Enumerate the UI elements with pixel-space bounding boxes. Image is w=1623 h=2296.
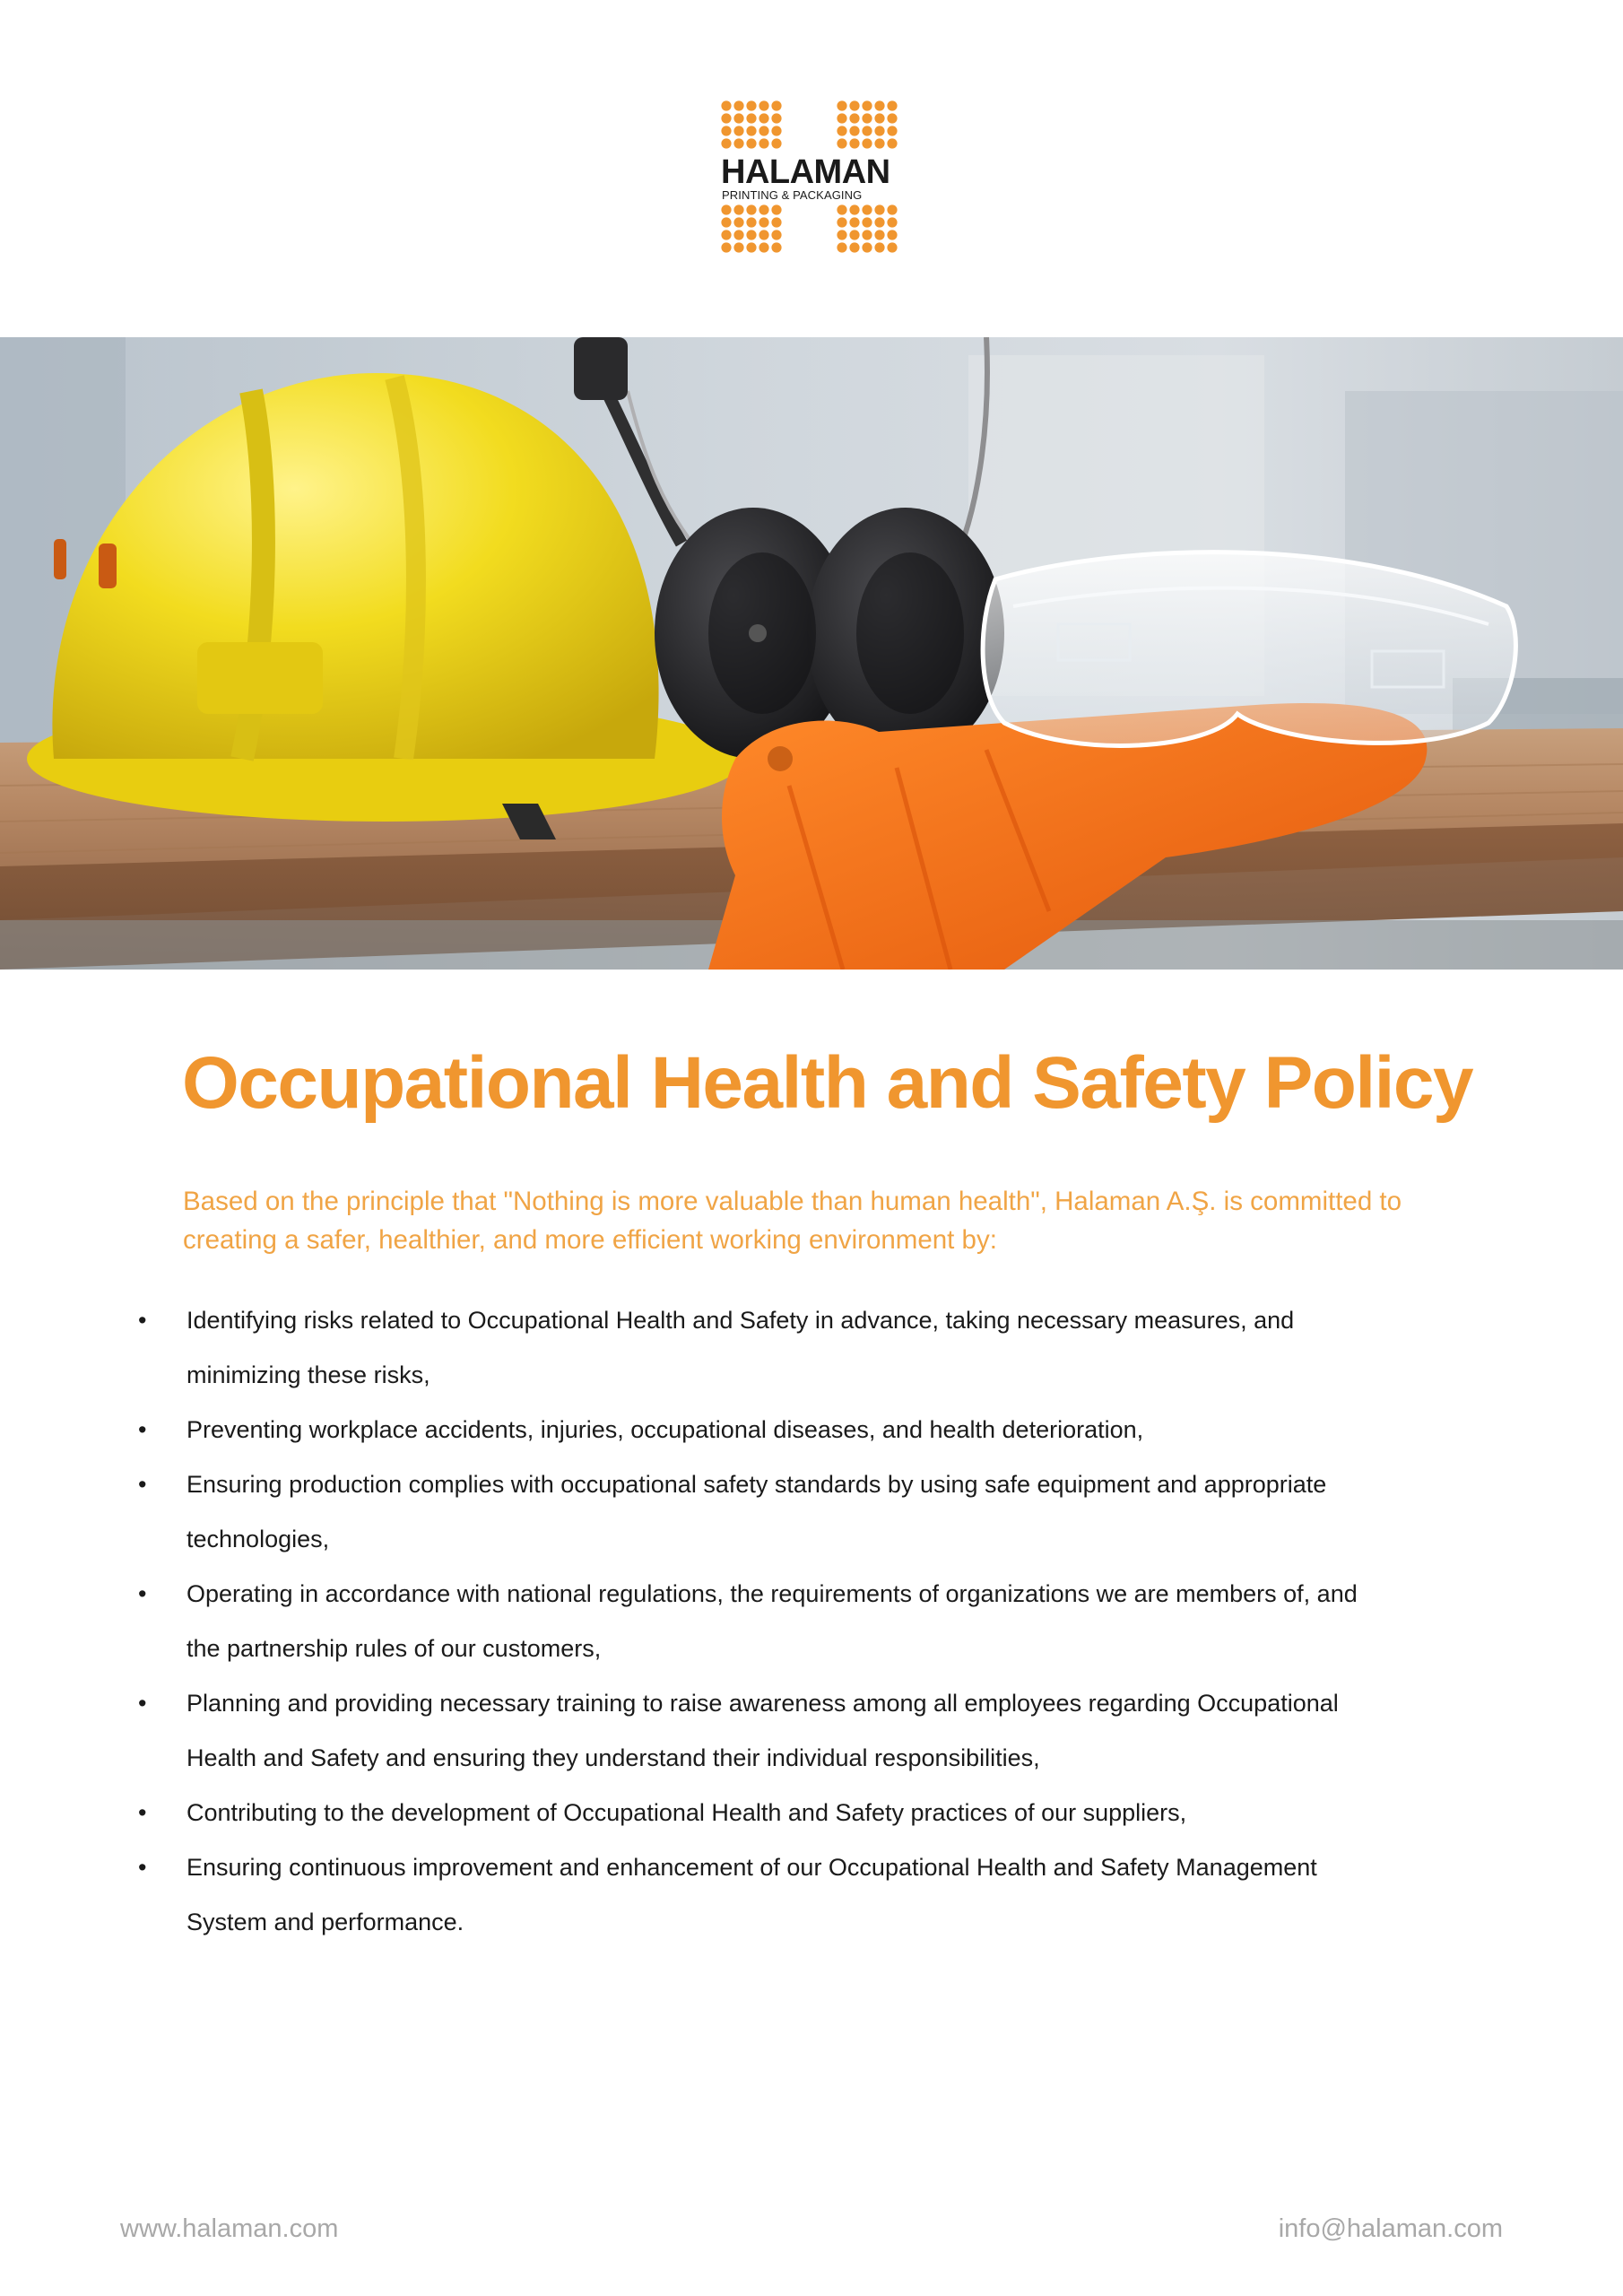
list-item: [135, 1567, 1426, 1676]
list-item-line: Planning and providing necessary training to raise awareness among all employees regarding Occupational: [187, 1690, 1339, 1717]
bullet-icon: •: [138, 1416, 147, 1443]
bullet-icon: •: [138, 1471, 147, 1498]
logo-tagline: PRINTING & PACKAGING: [722, 188, 863, 202]
logo-brand-name: HALAMAN: [721, 153, 890, 191]
list-item: [135, 1786, 1426, 1840]
list-item: [135, 1676, 1426, 1786]
list-item-line: Operating in accordance with national regulations, the requirements of organizations we are members of, and: [187, 1580, 1358, 1607]
list-item-line: Health and Safety and ensuring they understand their individual responsibilities,: [187, 1744, 1040, 1771]
bullet-icon: •: [138, 1690, 147, 1717]
bullet-icon: •: [138, 1799, 147, 1826]
list-item-line: Identifying risks related to Occupational Health and Safety in advance, taking necessary measures, and: [187, 1307, 1295, 1334]
company-logo: [721, 100, 900, 257]
list-item-line: minimizing these risks,: [187, 1361, 430, 1388]
list-item-line: Preventing workplace accidents, injuries, occupational diseases, and health deterioration,: [187, 1416, 1144, 1443]
logo-dot-grid-top-left: [721, 100, 785, 151]
list-item-line: System and performance.: [187, 1909, 464, 1935]
list-item-line: the partnership rules of our customers,: [187, 1635, 602, 1662]
bullet-icon: •: [138, 1307, 147, 1334]
list-item-line: technologies,: [187, 1526, 330, 1552]
list-item: [135, 1457, 1426, 1567]
list-item-line: Contributing to the development of Occupational Health and Safety practices of our suppliers,: [187, 1799, 1187, 1826]
page-title: Occupational Health and Safety Policy: [182, 1042, 1473, 1124]
list-item: [135, 1293, 1426, 1403]
logo-dot-grid-bottom-left: [721, 204, 785, 255]
footer-email-link[interactable]: info@halaman.com: [1278, 2214, 1503, 2243]
intro-paragraph: Based on the principle that "Nothing is more valuable than human health", Halaman A.Ş. is committed to creating a safer, healthier, and more efficient working environment by:: [183, 1187, 1402, 1255]
logo-dot-grid-top-right: [837, 100, 901, 151]
bullet-icon: •: [138, 1854, 147, 1881]
safety-equipment-photo: [0, 337, 1623, 970]
policy-list: [135, 1293, 1426, 1950]
logo-dot-grid-bottom-right: [837, 204, 901, 255]
list-item-line: Ensuring continuous improvement and enhancement of our Occupational Health and Safety Management: [187, 1854, 1317, 1881]
list-item-line: Ensuring production complies with occupational safety standards by using safe equipment and appropriate: [187, 1471, 1327, 1498]
footer-website-link[interactable]: www.halaman.com: [120, 2214, 339, 2243]
list-item: [135, 1403, 1426, 1457]
bullet-icon: •: [138, 1580, 147, 1607]
list-item: [135, 1840, 1426, 1950]
